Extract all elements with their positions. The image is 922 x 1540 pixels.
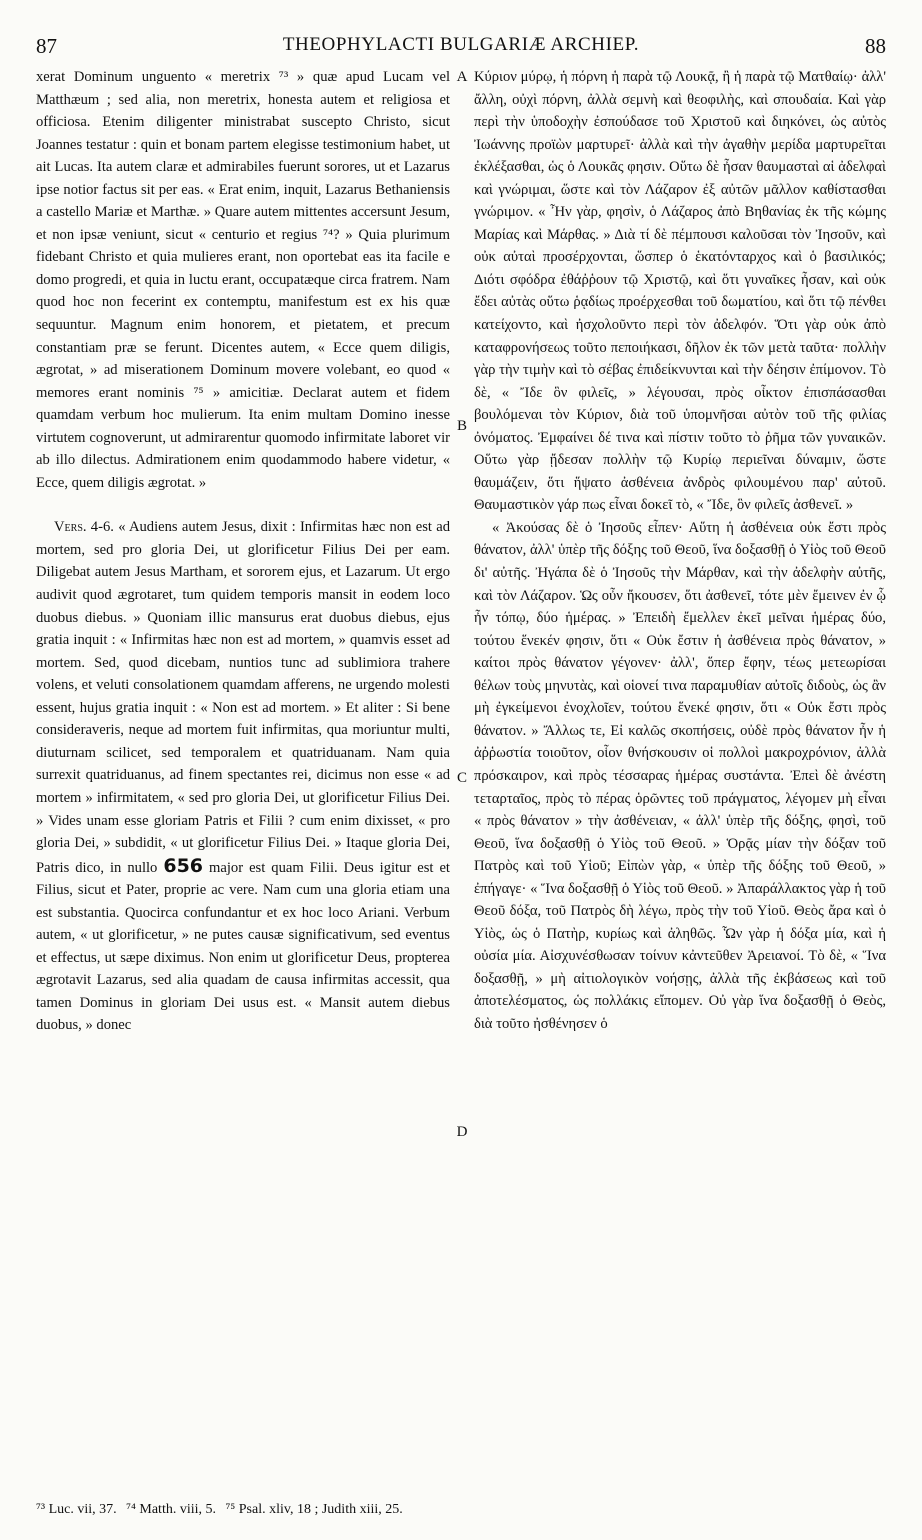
footnote-75: ⁷⁵ Psal. xliv, 18 ; Judith xiii, 25.	[225, 1502, 403, 1517]
running-title: THEOPHYLACTI BULGARIÆ ARCHIEP.	[282, 34, 640, 55]
greek-column	[474, 66, 886, 1036]
footnotes	[36, 1502, 886, 1518]
latin-paragraph-2	[36, 516, 450, 1037]
verse-label: Vers. 4-6.	[54, 519, 114, 536]
latin-paragraph-1: xerat Dominum unguento « meretrix ⁷³ » quæ apud Lucam vel Matthæum ; sed alia, non meretrix, honesta autem et religiosa et officiosa. Etenim diligenter ministrabat suscepto Christo, sicut Joannes testatur : quin et bonam partem elegisse testimonium habet, ut ait Lucas. Ita autem claræ et admirabiles fuerunt sorores, ut et Lazarus ipse notior factus sit per eas. « Erat enim, inquit, Lazarus Bethaniensis a castello Mariæ et Marthæ. » Quare autem mittentes accersunt Jesum, et non ipsæ veniunt, sicut « centurio et regius ⁷⁴? » Quia plurimum fidebant Christo et quia mulieres erant, non oportebat eas ita facile e domo progredi, et quia in luctu erant, occupatæque circa fratrem. Nam quod hoc non fecerint ex contemptu, manifestum est ex his quæ sequuntur. Magnum enim honorem, et pietatem, et precum constantiam præ se ferunt. Dicentes autem, « Ecce quem diligis, ægrotat, » ad miserationem Dominum movere volebant, eo quod « memores erant nominis ⁷⁵ » amicitiæ. Declarat autem et fidem quamdam verbum hoc mulierum. Ita enim multam Domino inesse virtutem cognoverunt, ut admirarentur quomodo infirmitate laboret vir ab illo dilectus. Admirationem enim quodammodo habere videtur, « Ecce, quem diligis ægrotat. »	[36, 69, 450, 491]
margin-marker-d: D	[456, 1124, 468, 1140]
page-number-right: 88	[865, 34, 886, 58]
latin-paragraph-2-text-a: « Audiens autem Jesus, dixit : Infirmitas hæc non est ad mortem, sed pro gloria Dei, ut glorificetur Filius Dei per eam. Diligebat autem Jesus Martham, et sororem ejus, et Lazarum. Ut ergo audivit quod ægrotaret, tum quidem temporis mansit in eodem loco duobus diebus. » Quoniam illic mansurus erat duobus diebus, ejus gratia inquit : « Infirmitas hæc non est ad mortem, » quamvis esset ad mortem. Sed, quod dicebam, nuntios tunc ad sublimiora trahere volens, et veluti consolationem quamdam afferens, ne urgendo molesti essent, hujus gratia inquit : « Non est ad mortem. » Et aliter : Si bene consideraveris, neque ad mortem fuit infirmitas, qua moriuntur multi, diuturnam scilicet, sed temporalem et quatriduanam. Nam quia surrexit quatriduanus, ad finem spectantes rei, dicimus non esse « ad mortem » infirmitatem, « sed pro gloria Dei, ut glorificetur Filius Dei. » Vides unam esse gloriam Patris et Filii ? cum enim dixisset, « pro gloria Dei, » subdidit, « ut glorificetur Filius Dei. » Itaque gloria Dei, Patris dico, in nullo	[36, 519, 450, 876]
margin-marker-a: A	[456, 69, 468, 85]
margin-marker-b: B	[456, 418, 467, 434]
footnote-74: ⁷⁴ Matth. viii, 5.	[126, 1502, 216, 1517]
footnote-73: ⁷³ Luc. vii, 37.	[36, 1502, 117, 1517]
latin-paragraph-2-text-b: major est quam Filii. Deus igitur est et Filius, sicut et Pater, proprie ac vere. Nam cum una gloria etiam una est substantia. Quocirca confundantur et ex hoc loco Ariani. Verbum autem, « ut glorificetur, » ne putes causæ significativum, sed eventus et effectus, ut sæpe diximus. Non enim ut glorificetur Deus, propterea ægrotavit Lazarus, sed alia quadam de causa infirmitas accessit, qua tamen Dominus in gloriam Dei usus est. « Mansit autem diebus duobus, » donec	[36, 859, 450, 1034]
greek-paragraph-1: Κύριον μύρῳ, ἡ πόρνη ἡ παρὰ τῷ Λουκᾷ, ἢ ἡ παρὰ τῷ Ματθαίῳ· ἀλλ' ἄλλη, οὐχὶ πόρνη, ἀλλὰ σεμνὴ καὶ θεοφιλὴς, καὶ σπουδαία. Καὶ γὰρ περὶ τὴν ὑποδοχὴν ἐσπούδασε τοῦ Χριστοῦ καὶ διηκόνει, ὡς αὐτὸς Ἰωάννης προϊὼν μαρτυρεῖ· ἀλλὰ καὶ τὴν ἀγαθὴν μερίδα μαρτυρεῖται ἐκλέξασθαι, ὡς ὁ Λουκᾶς φησιν. Οὕτω δὲ ἦσαν θαυμασταὶ αἱ ἀδελφαὶ καὶ γνώριμαι, ὥστε καὶ τὸν Λάζαρον ἐξ αὐτῶν μᾶλλον καθίστασθαι γνώριμον. « Ἦν γὰρ, φησὶν, ὁ Λάζαρος ἀπὸ Βηθανίας ἐκ τῆς κώμης Μαρίας καὶ Μάρθας. » Διὰ τί δὲ πέμπουσι καλοῦσαι τὸν Ἰησοῦν, καὶ οὐκ αὐταὶ προσέρχονται, ὥσπερ ὁ ἑκατόνταρχος καὶ ὁ βασιλικός; Διότι σφόδρα ἐθάῤῥουν τῷ Χριστῷ, καὶ ὅτι γυναῖκες ἦσαν, καὶ οὐκ ἔδει αὐτὰς οὕτω ῥᾳδίως προέρχεσθαι τοῦ δωματίου, καὶ ὅτι τῷ πένθει κατείχοντο, καὶ ἠσχολοῦντο περὶ τὸν ἀδελφόν. Ὅτι γὰρ οὐκ ἀπὸ καταφρονήσεως τοῦτο πεποιήκασι, δῆλον ἐκ τῶν μετὰ ταῦτα· πολλὴν γὰρ τὴν τιμὴν καὶ τὸ σέβας ἐπιδείκνυνται καὶ τὴν δέησιν ἐπίμονον. Τὸ δὲ, « Ἴδε ὃν φιλεῖς, » λέγουσαι, πρὸς οἶκτον ἐπισπάσασθαι βουλόμεναι τὸν Κύριον, διὰ τοῦ ὑπομνῆσαι αὐτὸν τοῦ τῆς φιλίας ὀνόματος. Ἐμφαίνει δέ τινα καὶ πίστιν τοῦτο τὸ ῥῆμα τῶν γυναικῶν. Οὕτω γὰρ ᾔδεσαν πολλὴν τῷ Κυρίῳ περιεῖναι δύναμιν, ὥστε θαυμάζειν, ὅτι ἥψατο ἀσθένεια ἀνδρὸς φιλουμένου παρ' αὐτοῦ. Θαυμαστικὸν γάρ πως εἶναι δοκεῖ τὸ, « Ἴδε, ὃν φιλεῖς ἀσθενεῖ. »	[474, 69, 886, 514]
page-number-left: 87	[36, 34, 57, 58]
margin-marker-c: C	[456, 770, 467, 786]
column-number: 656	[163, 854, 204, 877]
page-header	[36, 34, 886, 62]
latin-column	[36, 66, 450, 1037]
greek-paragraph-2: « Ἀκούσας δὲ ὁ Ἰησοῦς εἶπεν· Αὕτη ἡ ἀσθένεια οὐκ ἔστι πρὸς θάνατον, ἀλλ' ὑπὲρ τῆς δόξης τοῦ Θεοῦ, ἵνα δοξασθῇ ὁ Υἱὸς τοῦ Θεοῦ δι' αὐτῆς. Ἠγάπα δὲ ὁ Ἰησοῦς τὴν Μάρθαν, καὶ τὴν ἀδελφὴν αὐτῆς, καὶ τὸν Λάζαρον. Ὡς οὖν ἤκουσεν, ὅτι ἀσθενεῖ, τότε μὲν ἔμεινεν ἐν ᾧ ἦν τόπῳ, δύο ἡμέρας. » Ἐπειδὴ ἔμελλεν ἐκεῖ μεῖναι ἡμέρας δύο, τούτου ἕνεκέν φησιν, ὅτι « Οὐκ ἔστιν ἡ ἀσθένεια πρὸς θάνατον, » καίτοι πρὸς θάνατον γέγονεν· ἀλλ', ὅπερ ἔφην, τέως μετεωρίσαι θέλων τοὺς μηνυτὰς, καὶ οἱονεί τινα παραμυθίαν αὐτοῖς διδοὺς, ὡς ἂν μὴ ἐγκείμενοι ἐνοχλοῖεν, τούτου ἕνεκέ φησιν, ὅτι « Οὐκ ἔστι πρὸς θάνατον. » Ἄλλως τε, Εἰ καλῶς σκοπήσεις, οὐδὲ πρὸς θάνατον ἦν ἡ ἀῤῥωστία τοιοῦτον, οἷον θνήσκουσιν οἱ πολλοὶ μακροχρόνιον, ἀλλὰ πρόσκαιρον, καὶ πρὸς τέσσαρας ἡμέρας συστάντα. Ἐπεὶ δὲ ἀνέστη τεταρταῖος, πρὸς τὸ πέρας ὁρῶντες τοῦ πράγματος, λέγομεν μὴ εἶναι « πρὸς θάνατον » τὴν ἀσθένειαν, « ἀλλ' ὑπὲρ τῆς δόξης, φησὶ, τοῦ Θεοῦ, ἵνα δοξασθῇ ὁ Υἱὸς τοῦ Θεοῦ. » Ὁρᾷς μίαν τὴν δόξαν τοῦ Πατρὸς καὶ τοῦ Υἱοῦ; Εἰπὼν γὰρ, « ὑπὲρ τῆς δόξης τοῦ Θεοῦ, » ἐπήγαγε· « Ἵνα δοξασθῇ ὁ Υἱὸς τοῦ Θεοῦ. » Ἀπαράλλακτος γὰρ ἡ τοῦ Θεοῦ δόξα, τοῦ Πατρὸς δὴ λέγω, πρὸς τὴν τοῦ Υἱοῦ. Θεὸς ἄρα καὶ ὁ Υἱὸς, ὡς ὁ Πατὴρ, κυρίως καὶ ἀληθῶς. Ὧν γὰρ ἡ δόξα μία, καὶ ἡ οὐσία μία. Αἰσχυνέσθωσαν τοίνυν κἀντεῦθεν Ἀρειανοί. Τὸ δὲ, « Ἵνα δοξασθῇ, » μὴ αἰτιολογικὸν νοήσῃς, ἀλλὰ τῆς ἐκβάσεως καὶ τοῦ ἀποτελέσματος, ὡς πολλάκις εἴπομεν. Οὐ γὰρ ἵνα δοξασθῇ ὁ Θεὸς, διὰ τοῦτο ἠσθένησεν ὁ	[474, 519, 886, 1032]
